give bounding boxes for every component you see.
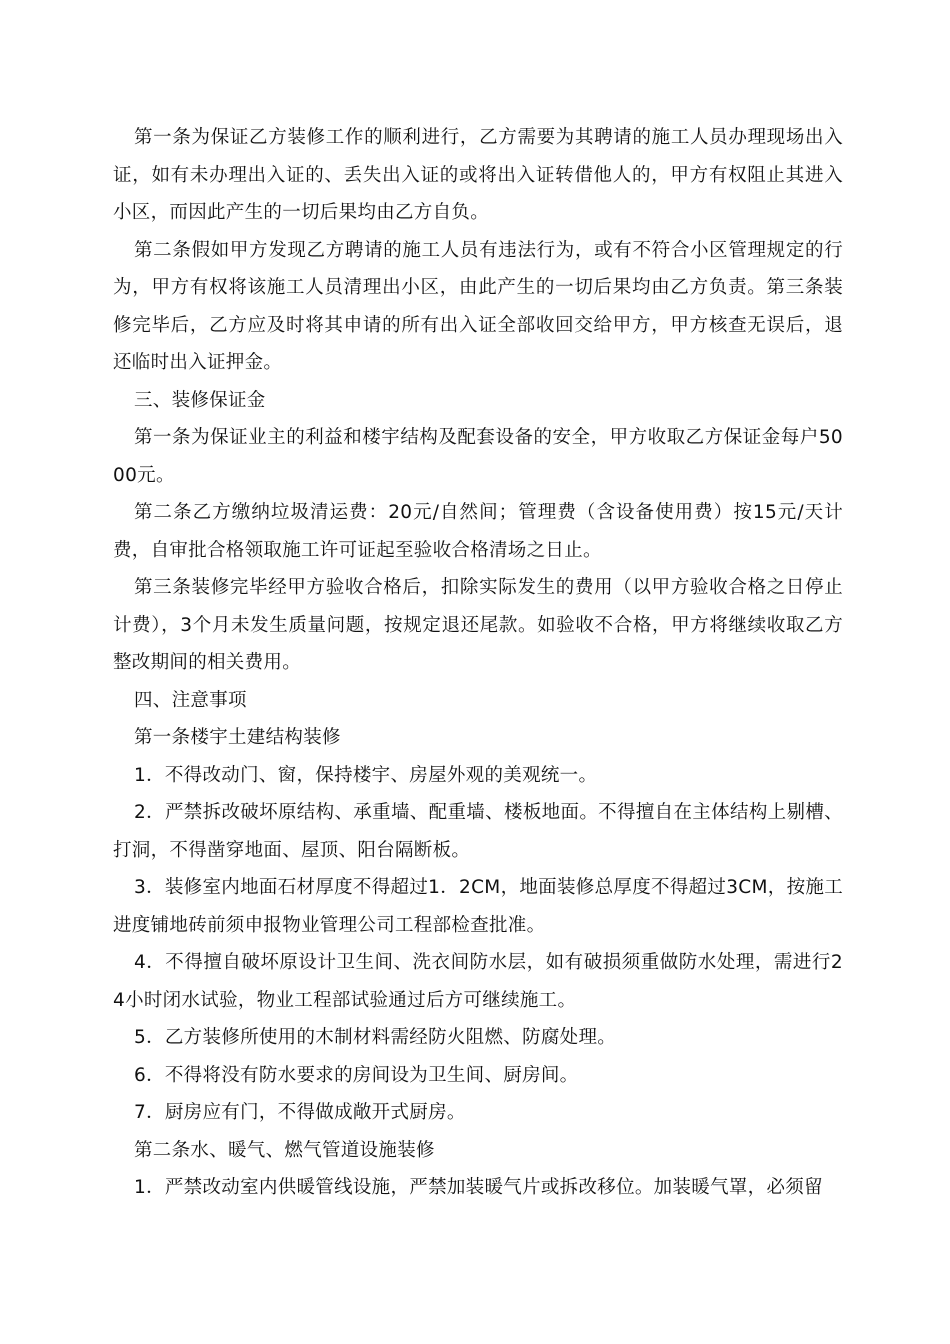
- list-item-4: 4．不得擅自破坏原设计卫生间、洗衣间防水层，如有破损须重做防水处理，需进行24小时闭水试验，物业工程部试验通过后方可继续施工。: [113, 952, 843, 1011]
- paragraph-deposit-article-2: 第二条乙方缴纳垃圾清运费：20元/自然间；管理费（含设备使用费）按15元/天计费，自审批合格领取施工许可证起至验收合格清场之日止。: [113, 502, 843, 561]
- list-item-5: 5．乙方装修所使用的木制材料需经防火阻燃、防腐处理。: [134, 1027, 617, 1048]
- subheading-pipeline-renovation: 第二条水、暖气、燃气管道设施装修: [134, 1139, 435, 1161]
- list-item-1: 1．不得改动门、窗，保持楼宇、房屋外观的美观统一。: [134, 764, 598, 786]
- list-item-pipeline-1: 1．严禁改动室内供暖管线设施，严禁加装暖气片或拆改移位。加装暖气罩，必须留: [134, 1177, 823, 1198]
- section-heading-notes: 四、注意事项: [134, 689, 247, 711]
- paragraph-deposit-article-3: 第三条装修完毕经甲方验收合格后，扣除实际发生的费用（以甲方验收合格之日停止计费），3个月未发生质量问题，按规定退还尾款。如验收不合格，甲方将继续收取乙方整改期间的相关费用。: [113, 577, 843, 673]
- list-item-7: 7．厨房应有门，不得做成敞开式厨房。: [134, 1102, 466, 1123]
- section-heading-deposit: 三、装修保证金: [134, 389, 266, 411]
- subheading-structure-renovation: 第一条楼宇土建结构装修: [134, 727, 341, 748]
- paragraph-deposit-article-1: 第一条为保证业主的利益和楼宇结构及配套设备的安全，甲方收取乙方保证金每户5000元。: [113, 427, 843, 486]
- paragraph-article-2-violations: 第二条假如甲方发现乙方聘请的施工人员有违法行为，或有不符合小区管理规定的行为，甲方有权将该施工人员清理出小区，由此产生的一切后果均由乙方负责。第三条装修完毕后，乙方应及时将其申请的所有出入证全部收回交给甲方，甲方核查无误后，退还临时出入证押金。: [113, 239, 843, 373]
- list-item-6: 6．不得将没有防水要求的房间设为卫生间、厨房间。: [134, 1064, 579, 1086]
- document-body: [113, 119, 843, 1207]
- list-item-2: 2．严禁拆改破坏原结构、承重墙、配重墙、楼板地面。不得擅自在主体结构上剔槽、打洞，不得凿穿地面、屋顶、阳台隔断板。: [113, 802, 843, 861]
- paragraph-article-1-entry-permit: 第一条为保证乙方装修工作的顺利进行，乙方需要为其聘请的施工人员办理现场出入证，如有未办理出入证的、丢失出入证的或将出入证转借他人的，甲方有权阻止其进入小区，而因此产生的一切后果均由乙方自负。: [113, 127, 843, 223]
- list-item-3: 3．装修室内地面石材厚度不得超过1．2CM，地面装修总厚度不得超过3CM，按施工进度铺地砖前须申报物业管理公司工程部检查批准。: [113, 877, 843, 936]
